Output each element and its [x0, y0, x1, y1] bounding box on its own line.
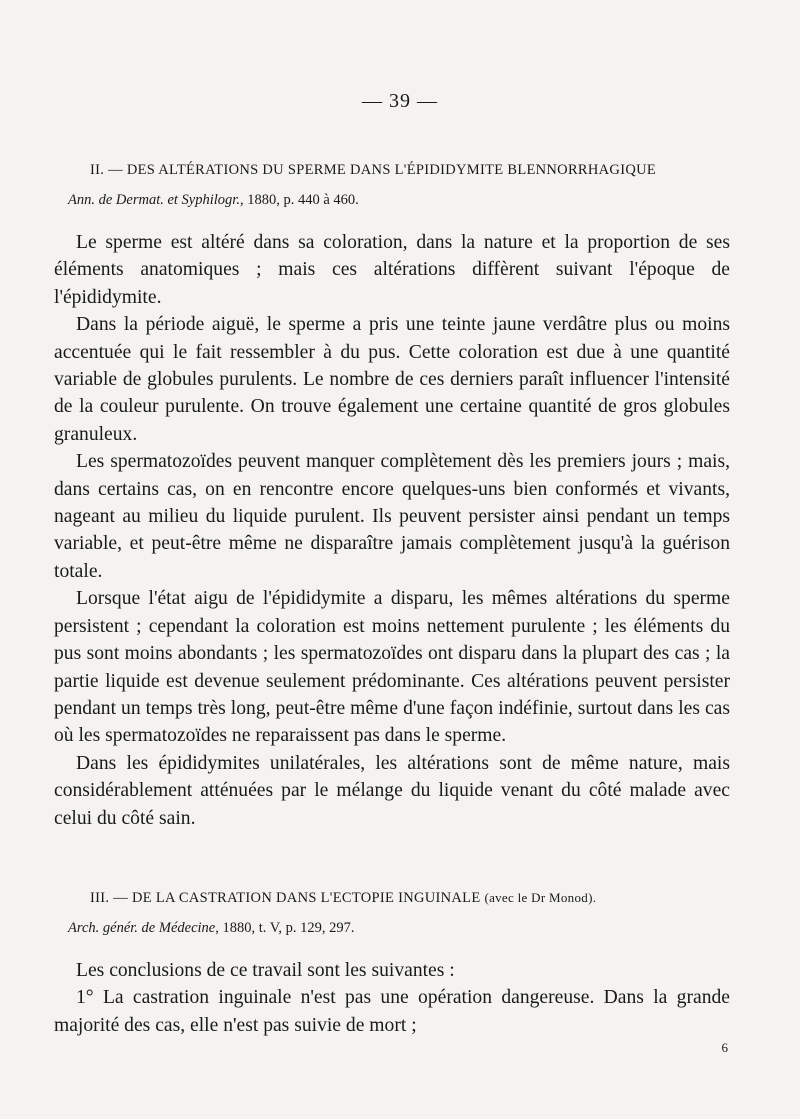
paragraph: Les spermatozoïdes peuvent manquer complètement dès les premiers jours ; mais, dans certains cas, on en rencontre encore quelques-uns bien conformés et vivants, nageant au milieu du liquide purulent. Ils peuvent persister ainsi pendant un temps variable, et peut-être même ne disparaître jamais complètement jusqu'à la guérison totale. [54, 451, 730, 582]
section-heading-main: III. — DE LA CASTRATION DANS L'ECTOPIE INGUINALE [90, 890, 481, 906]
reference-journal: Arch. génér. de Médecine [68, 920, 216, 936]
paragraph: Les conclusions de ce travail sont les suivantes : [76, 960, 455, 981]
section-heading-note: (avec le Dr Monod). [484, 890, 597, 905]
signature-mark: 6 [721, 1040, 728, 1055]
page-number: — 39 — [362, 90, 438, 112]
paragraph: Le sperme est altéré dans sa coloration, dans la nature et la proportion de ses éléments anatomiques ; mais ces altérations diffèrent suivant l'époque de l'épididymite. [54, 232, 730, 308]
paragraph: Lorsque l'état aigu de l'épididymite a disparu, les mêmes altérations du sperme persistent ; cependant la coloration est moins nettement purulente ; les éléments du pus sont moins abondants ; les spermatozoïdes ont disparu dans la plupart des cas ; la partie liquide est devenue seulement prédominante. Ces altérations peuvent persister pendant un temps très long, peut-être même d'une façon indéfinie, surtout dans les cas où les spermatozoïdes ne reparaissent pas dans le sperme. [54, 588, 730, 747]
reference-journal: Ann. de Dermat. et Syphilogr. [68, 192, 240, 208]
reference-details: , 1880, t. V, p. 129, 297. [215, 920, 355, 936]
paragraph: Dans la période aiguë, le sperme a pris une teinte jaune verdâtre plus ou moins accentuée qui le fait ressembler à du pus. Cette coloration est due à une quantité variable de globules purulents. Le nombre de ces derniers paraît influencer l'intensité de la couleur purulente. On trouve également une certaine quantité de gros globules granuleux. [54, 314, 730, 445]
paragraph: 1° La castration inguinale n'est pas une opération dangereuse. Dans la grande majorité des cas, elle n'est pas suivie de mort ; [54, 987, 730, 1036]
section-body-3 [54, 957, 730, 1039]
reference-details: , 1880, p. 440 à 460. [239, 192, 359, 208]
section-heading-2: II. — DES ALTÉRATIONS DU SPERME DANS L'ÉPIDIDYMITE BLENNORRHAGIQUE [90, 162, 657, 178]
section-heading-3 [90, 890, 730, 907]
section-reference-3 [68, 920, 354, 937]
paragraph: Dans les épididymites unilatérales, les altérations sont de même nature, mais considérablement atténuées par le mélange du liquide venant du côté malade avec celui du côté sain. [54, 752, 730, 829]
section-body-2 [54, 229, 730, 832]
section-reference-2 [68, 192, 359, 209]
